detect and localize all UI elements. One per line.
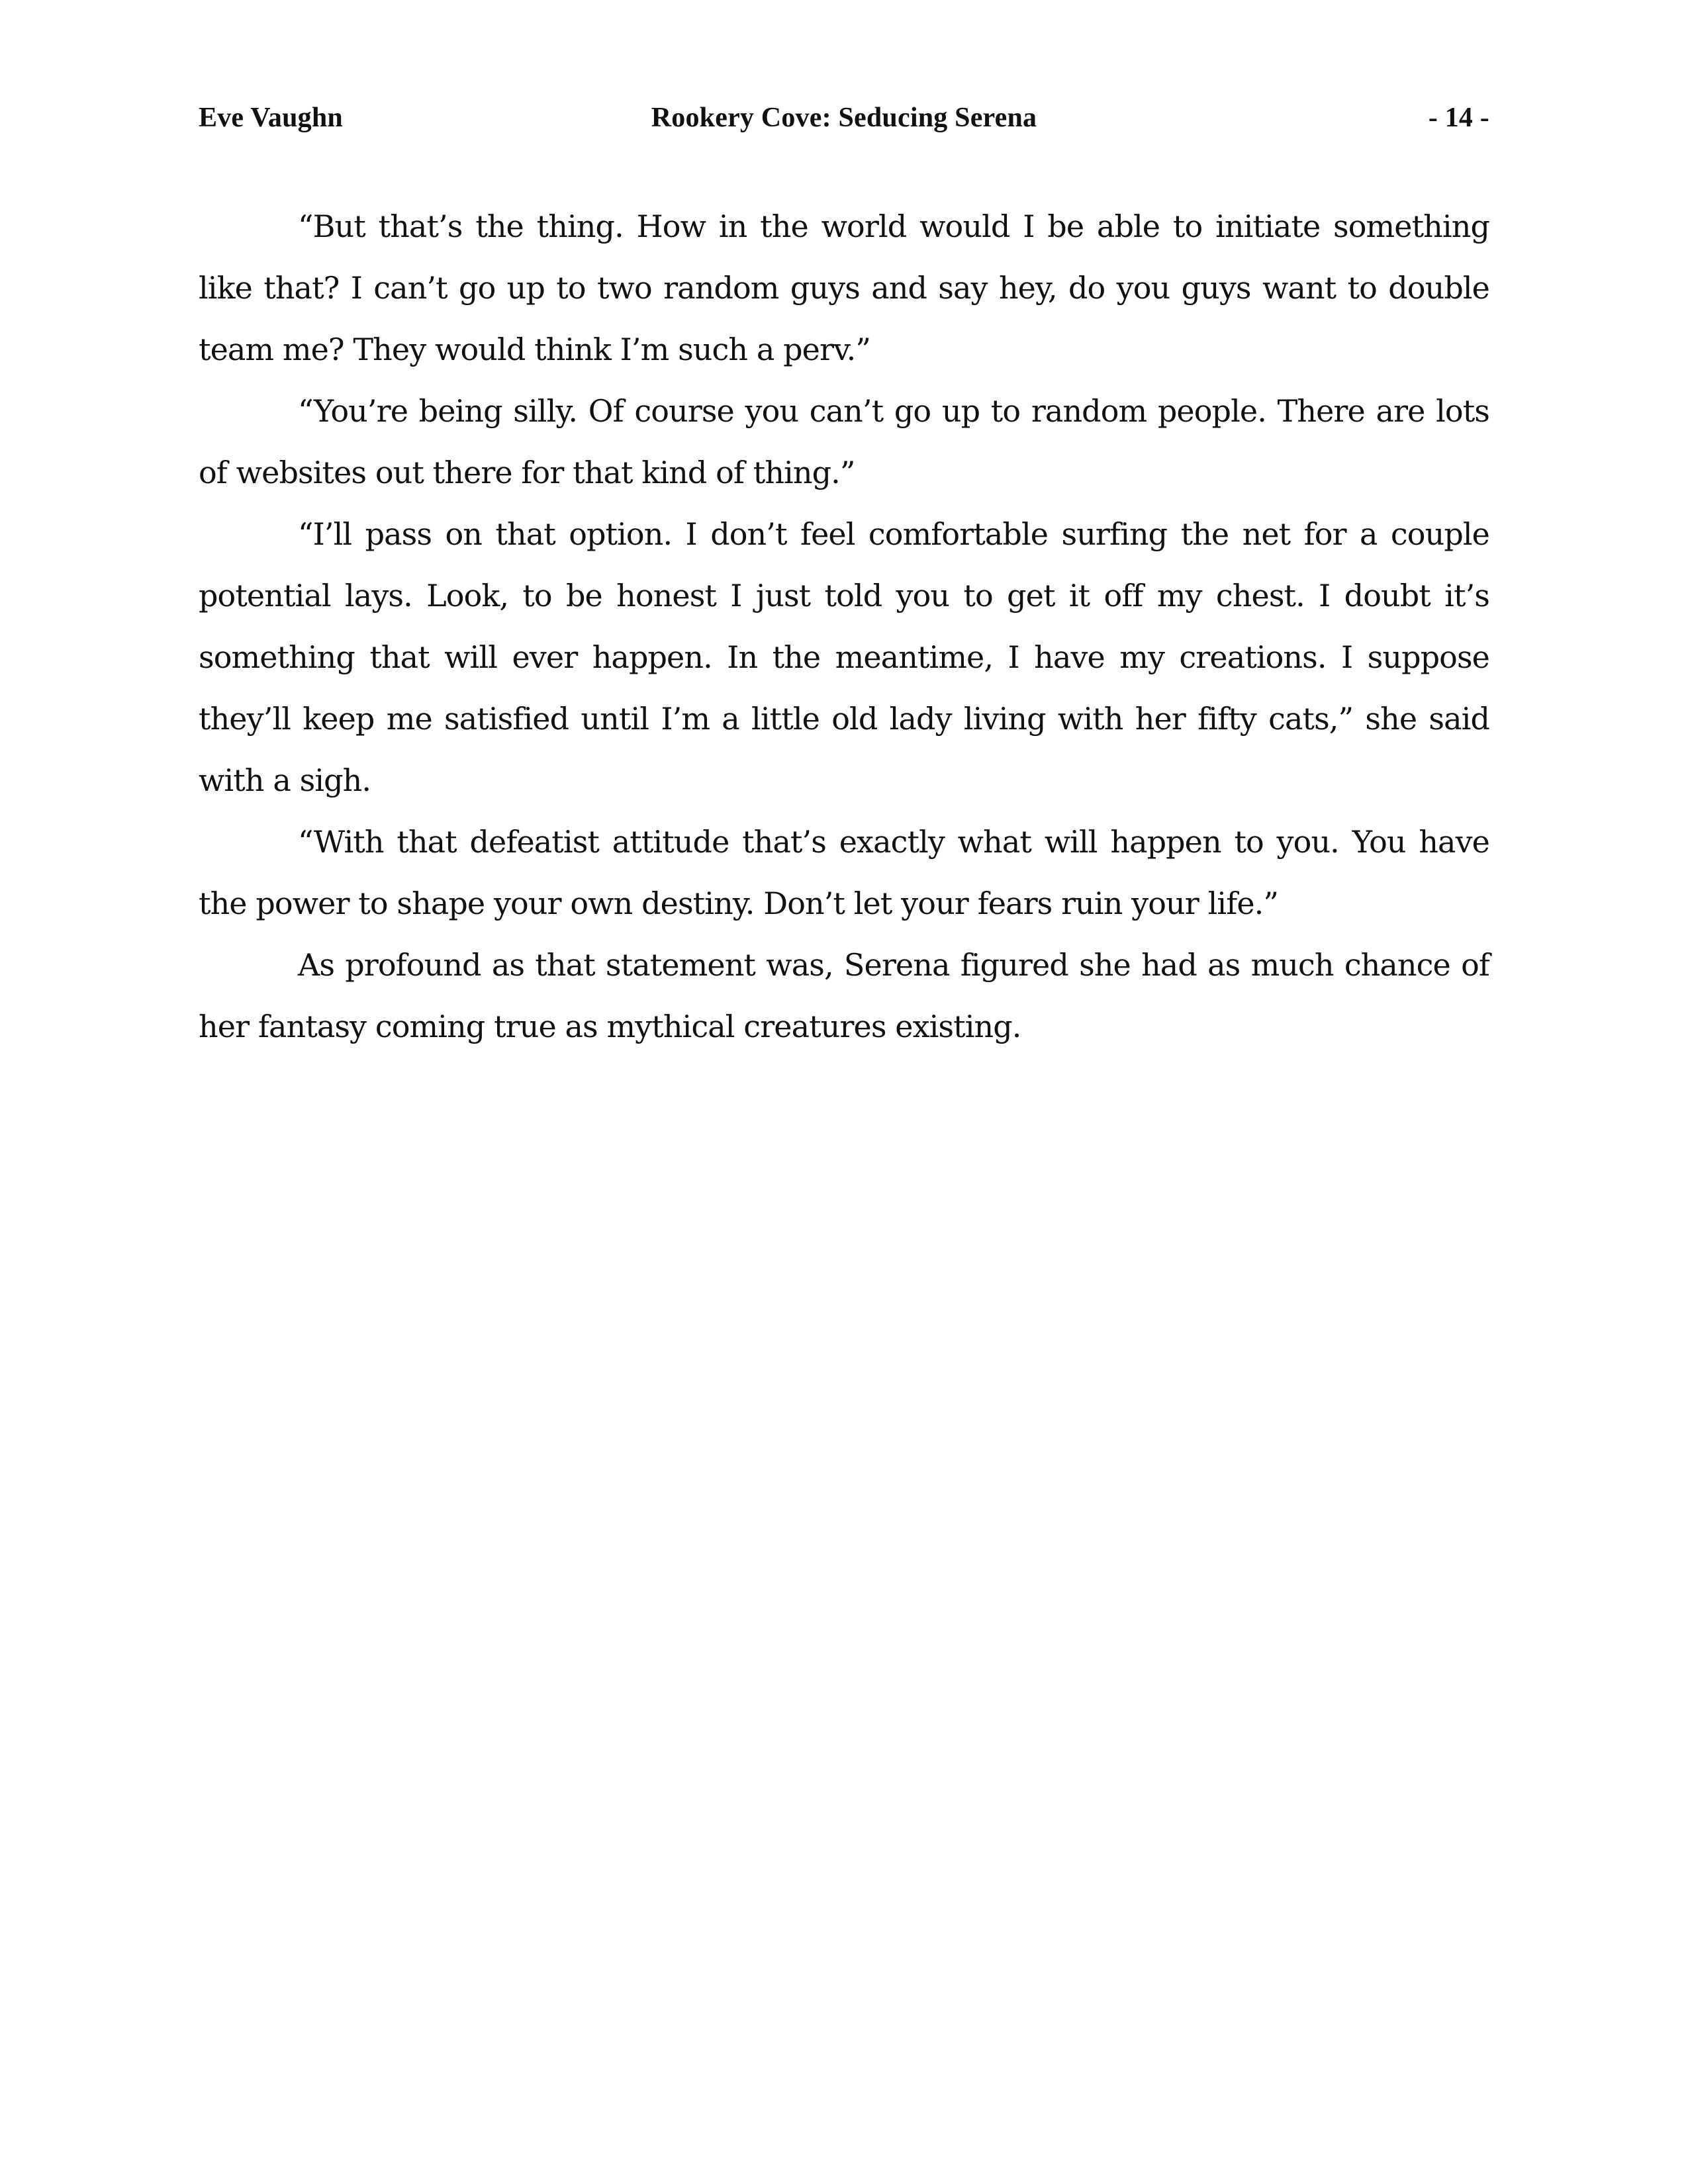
header-author: Eve Vaughn (199, 103, 343, 133)
paragraph: “But that’s the thing. How in the world would I be able to initiate something like that? I can’t go up to two random guys and say hey, do you guys want to double team me? They would think I’m such a perv.” (199, 208, 1489, 367)
body-text (199, 196, 1489, 1058)
paragraph: “With that defeatist attitude that’s exactly what will happen to you. You have the power to shape your own destiny. Don’t let your fears ruin your life.” (199, 824, 1489, 921)
header-page-number: - 14 - (1428, 103, 1489, 133)
header-book-title: Rookery Cove: Seducing Serena (651, 103, 1037, 133)
paragraph: “You’re being silly. Of course you can’t go up to random people. There are lots of websites out there for that kind of thing.” (199, 393, 1489, 490)
paragraph: As profound as that statement was, Serena figured she had as much chance of her fantasy coming true as mythical creatures existing. (199, 947, 1489, 1044)
running-header (199, 98, 1489, 138)
paragraph: “I’ll pass on that option. I don’t feel comfortable surfing the net for a couple potential lays. Look, to be honest I just told you to get it off my chest. I doubt it’s something that will ever happen. In the meantime, I have my creations. I suppose they’ll keep me satisfied until I’m a little old lady living with her fifty cats,” she said with a sigh. (199, 516, 1489, 798)
